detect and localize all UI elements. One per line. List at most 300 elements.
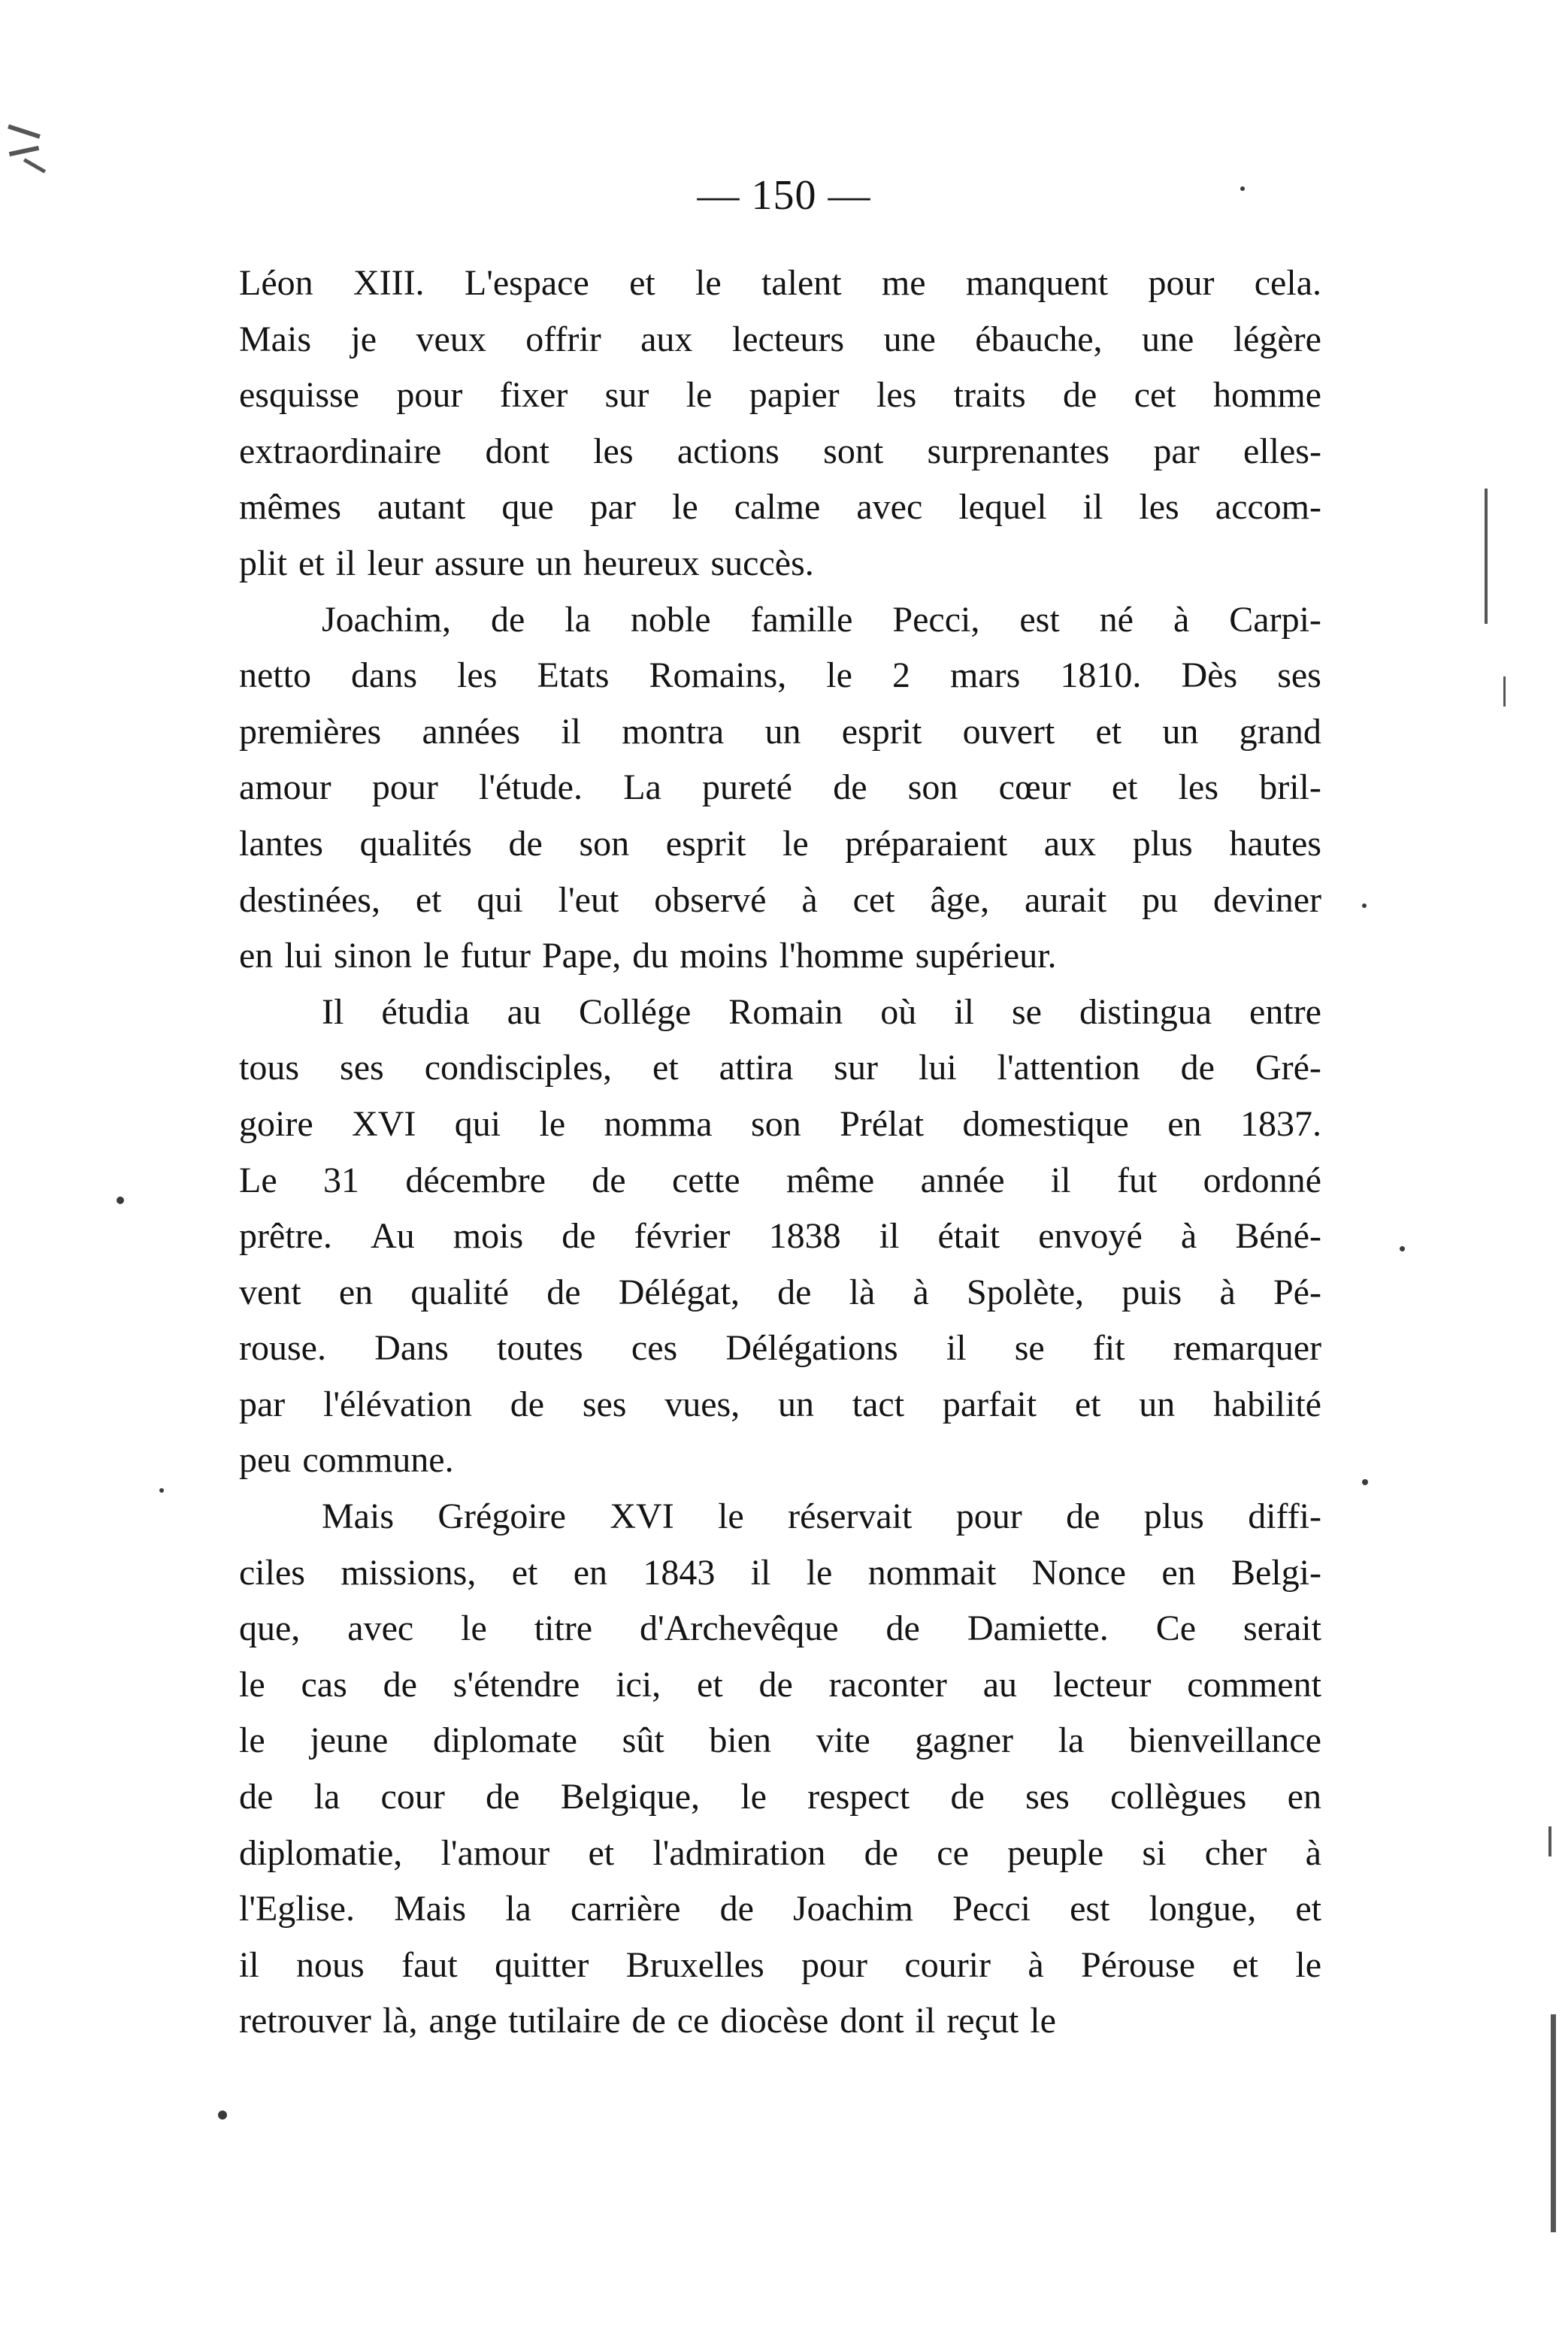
word: il — [239, 1944, 259, 1985]
word: calme — [734, 487, 821, 528]
word: de — [1066, 1496, 1100, 1537]
word: qualité — [410, 1272, 509, 1312]
text-line — [239, 256, 1321, 312]
word: une — [883, 319, 936, 359]
word: missions, — [341, 1552, 477, 1593]
word: un — [1162, 711, 1199, 752]
word: il — [1050, 1160, 1071, 1200]
word: toutes — [497, 1328, 583, 1369]
text-line — [239, 873, 1321, 929]
word: Il — [322, 991, 344, 1032]
word: attira — [719, 1048, 794, 1088]
word: à — [913, 1272, 929, 1312]
word: et — [652, 1048, 679, 1088]
word: de — [950, 1777, 985, 1817]
word: un — [1139, 1384, 1176, 1424]
word: XIII. — [353, 263, 425, 303]
word: le — [826, 655, 852, 696]
word: Dans — [374, 1328, 449, 1369]
word: le — [718, 1496, 744, 1537]
word: dont — [485, 431, 549, 471]
word: sur — [604, 375, 649, 416]
word: bienveillance — [1129, 1720, 1321, 1761]
word: Délégat, — [618, 1272, 740, 1312]
speck — [117, 1197, 124, 1204]
word: et — [629, 263, 655, 303]
text-line — [239, 424, 1321, 480]
edge-mark — [9, 146, 39, 156]
word: Pecci, — [892, 599, 980, 640]
speck — [218, 2111, 227, 2120]
word: à — [1219, 1272, 1236, 1312]
word: rouse. — [239, 1328, 326, 1369]
word: de — [546, 1272, 581, 1312]
word: et — [511, 1552, 538, 1593]
word: prêtre. — [239, 1216, 332, 1257]
word: tutilaire — [508, 2001, 621, 2041]
text-line — [239, 1489, 1321, 1545]
word: Mais — [239, 319, 311, 359]
word: sût — [622, 1720, 664, 1761]
word: le — [740, 1777, 767, 1817]
word: les — [593, 431, 634, 471]
word: aux — [640, 319, 693, 359]
word: pour — [801, 1944, 868, 1985]
word: Joachim — [792, 1889, 913, 1929]
word: lecteurs — [731, 319, 845, 359]
word: ce — [677, 2001, 710, 2041]
word: accom- — [1215, 487, 1321, 528]
word: ce — [937, 1832, 969, 1873]
word: lecteur — [1052, 1664, 1152, 1705]
word: décembre — [405, 1160, 546, 1200]
word: février — [634, 1216, 731, 1257]
word: et — [588, 1832, 615, 1873]
word: cour — [380, 1777, 445, 1817]
word: collègues — [1110, 1777, 1247, 1817]
word: le — [782, 823, 809, 864]
word: l'homme — [779, 936, 904, 976]
word: là, — [382, 2001, 418, 2041]
word: le — [806, 1552, 833, 1593]
word: l'élévation — [323, 1384, 472, 1424]
word: au — [982, 1664, 1018, 1705]
word: son — [751, 1103, 801, 1144]
word: nous — [296, 1944, 365, 1985]
word: leur — [367, 543, 423, 583]
word: 31 — [323, 1160, 359, 1200]
text-line — [239, 816, 1321, 873]
word: il — [915, 2001, 936, 2041]
word: le — [1295, 1944, 1321, 1985]
word: dans — [351, 655, 418, 696]
word: traits — [953, 375, 1026, 416]
word: succès. — [710, 543, 814, 583]
word: vent — [239, 1272, 301, 1312]
text-line — [239, 648, 1321, 704]
word: lui — [918, 1048, 957, 1088]
word: à — [801, 879, 818, 920]
margin-mark — [1548, 1826, 1551, 1856]
word: grand — [1239, 711, 1321, 752]
word: envoyé — [1038, 1216, 1143, 1257]
word: Romains, — [649, 655, 787, 696]
word: années — [422, 711, 521, 752]
word: Dès — [1181, 655, 1238, 696]
word: netto — [239, 655, 311, 696]
word: en — [1287, 1777, 1321, 1817]
text-line — [239, 1545, 1321, 1602]
word: noble — [630, 599, 711, 640]
word: esprit — [841, 711, 922, 752]
word: pour — [1148, 263, 1215, 303]
word: mêmes — [239, 487, 341, 528]
word: et — [1295, 1889, 1321, 1929]
word: pour — [371, 767, 438, 808]
word: plus — [1143, 1496, 1204, 1537]
word: ordonné — [1203, 1160, 1321, 1200]
word: en — [338, 1272, 374, 1312]
word: talent — [761, 263, 842, 303]
word: domestique — [962, 1103, 1129, 1144]
word: le — [1030, 2001, 1056, 2041]
word: Collége — [578, 991, 692, 1032]
word: remarquer — [1173, 1328, 1321, 1369]
text-line — [239, 1938, 1321, 1994]
word: par — [1153, 431, 1200, 471]
word: extraordinaire — [239, 431, 442, 471]
text-line — [239, 704, 1321, 761]
word: l'eut — [558, 879, 619, 920]
word: était — [937, 1216, 1000, 1257]
word: est — [1019, 599, 1060, 640]
word: en — [573, 1552, 607, 1593]
word: à — [1173, 599, 1190, 640]
word: fixer — [499, 375, 568, 416]
word: de — [239, 1777, 274, 1817]
word: 1843 — [643, 1552, 716, 1593]
word: légère — [1233, 319, 1321, 359]
word: tous — [239, 1048, 300, 1088]
word: Bruxelles — [625, 1944, 764, 1985]
text-line — [239, 1321, 1321, 1377]
word: est — [1070, 1889, 1110, 1929]
word: Prélat — [840, 1103, 925, 1144]
word: de — [885, 1608, 920, 1649]
text-line — [239, 368, 1321, 424]
word: observé — [654, 879, 767, 920]
word: lantes — [239, 823, 323, 864]
word: cas — [301, 1664, 347, 1705]
margin-mark — [1503, 676, 1506, 707]
word: de — [486, 1777, 520, 1817]
word: le — [239, 1664, 265, 1705]
word: courir — [904, 1944, 991, 1985]
word: cette — [671, 1160, 740, 1200]
word: moins — [680, 936, 768, 976]
word: tact — [852, 1384, 905, 1424]
word: un — [535, 543, 572, 583]
word: esprit — [665, 823, 746, 864]
word: de — [758, 1664, 793, 1705]
word: esquisse — [239, 375, 359, 416]
word: Etats — [537, 655, 610, 696]
word: l'amour — [440, 1832, 550, 1873]
word: année — [920, 1160, 1005, 1200]
word: de — [631, 2001, 666, 2041]
word: le — [672, 487, 698, 528]
margin-mark — [1485, 489, 1488, 624]
word: l'attention — [997, 1048, 1140, 1088]
word: à — [1305, 1832, 1321, 1873]
word: diplomate — [433, 1720, 577, 1761]
word: distingua — [1079, 991, 1212, 1032]
word: Mais — [394, 1889, 467, 1929]
word: cet — [852, 879, 895, 920]
speck — [159, 1488, 164, 1493]
word: pour — [955, 1496, 1022, 1537]
word: qui — [477, 879, 523, 920]
word: montra — [622, 711, 725, 752]
page-number: — 150 — — [697, 172, 871, 219]
word: surprenantes — [927, 431, 1110, 471]
text-line — [239, 1769, 1321, 1826]
word: 1810. — [1060, 655, 1142, 696]
word: pureté — [702, 767, 792, 808]
word: sinon — [333, 936, 412, 976]
word: et — [697, 1664, 723, 1705]
word: Pecci — [952, 1889, 1031, 1929]
word: il — [879, 1216, 900, 1257]
text-line — [239, 1713, 1321, 1769]
word: homme — [1213, 375, 1321, 416]
word: faut — [401, 1944, 458, 1985]
word: diplomatie, — [239, 1832, 403, 1873]
word: reçut — [946, 2001, 1019, 2041]
word: ses — [582, 1384, 627, 1424]
word: que, — [239, 1608, 301, 1649]
word: ses — [340, 1048, 384, 1088]
word: du — [632, 936, 669, 976]
word: ébauche, — [975, 319, 1103, 359]
text-line — [239, 1601, 1321, 1657]
text-line — [239, 1377, 1321, 1433]
word: se — [1014, 1328, 1045, 1369]
word: peuple — [1007, 1832, 1104, 1873]
word: Le — [239, 1160, 277, 1200]
word: condisciples, — [424, 1048, 612, 1088]
text-line — [239, 1657, 1321, 1714]
word: et — [1074, 1384, 1101, 1424]
word: Grégoire — [437, 1496, 566, 1537]
word: entre — [1249, 991, 1321, 1032]
word: XVI — [610, 1496, 674, 1537]
word: plit — [239, 543, 288, 583]
text-line — [239, 760, 1321, 816]
word: en — [1161, 1552, 1196, 1593]
word: Béné- — [1235, 1216, 1321, 1257]
word: manquent — [965, 263, 1109, 303]
speck — [1240, 186, 1245, 191]
word: il — [954, 991, 974, 1032]
word: ange — [428, 2001, 498, 2041]
word: les — [1139, 487, 1179, 528]
word: nommait — [867, 1552, 997, 1593]
word: futur — [460, 936, 531, 976]
word: Mais — [322, 1496, 394, 1537]
word: Nonce — [1031, 1552, 1126, 1593]
word: destinées, — [239, 879, 380, 920]
word: Gré- — [1255, 1048, 1321, 1088]
word: ici, — [616, 1664, 661, 1705]
word: de — [383, 1664, 417, 1705]
word: cela. — [1254, 263, 1321, 303]
word: Joachim, — [322, 599, 451, 640]
word: amour — [239, 767, 331, 808]
word: commune. — [302, 1440, 454, 1481]
word: ces — [631, 1328, 678, 1369]
word: retrouver — [239, 2001, 371, 2041]
word: son — [907, 767, 958, 808]
word: Pape, — [541, 936, 622, 976]
word: papier — [749, 375, 840, 416]
word: quitter — [495, 1944, 589, 1985]
word: assure — [434, 543, 525, 583]
word: me — [881, 263, 926, 303]
word: où — [880, 991, 917, 1032]
word: plus — [1132, 823, 1193, 864]
word: cher — [1204, 1832, 1267, 1873]
word: cœur — [998, 767, 1071, 808]
word: comment — [1187, 1664, 1321, 1705]
word: avec — [347, 1608, 414, 1649]
word: étudia — [381, 991, 470, 1032]
word: et — [1111, 767, 1138, 808]
word: vues, — [664, 1384, 740, 1424]
word: de — [508, 823, 543, 864]
word: sont — [823, 431, 884, 471]
word: je — [350, 319, 377, 359]
word: par — [239, 1384, 286, 1424]
word: son — [579, 823, 630, 864]
word: lui — [284, 936, 322, 976]
word: le — [461, 1608, 487, 1649]
word: Au — [371, 1216, 415, 1257]
word: Belgique, — [560, 1777, 701, 1817]
text-line — [239, 1993, 1321, 2050]
word: gagner — [915, 1720, 1013, 1761]
word: Léon — [239, 263, 313, 303]
word: raconter — [828, 1664, 947, 1705]
text-line — [239, 536, 1321, 592]
word: fut — [1116, 1160, 1158, 1200]
speck — [1362, 903, 1367, 908]
word: pu — [1142, 879, 1179, 920]
word: de — [592, 1160, 626, 1200]
word: même — [786, 1160, 875, 1200]
word: que — [501, 487, 554, 528]
word: carrière — [570, 1889, 681, 1929]
word: les — [457, 655, 498, 696]
word: un — [764, 711, 801, 752]
text-line — [239, 1040, 1321, 1097]
word: respect — [807, 1777, 910, 1817]
word: le — [539, 1103, 566, 1144]
text-line — [239, 928, 1321, 985]
word: 2 — [891, 655, 910, 696]
word: Pérouse — [1081, 1944, 1195, 1985]
word: réservait — [788, 1496, 913, 1537]
word: peu — [239, 1440, 292, 1481]
word: la — [505, 1889, 531, 1929]
word: de — [1063, 375, 1097, 416]
text-line — [239, 1881, 1321, 1938]
speck — [1362, 1479, 1368, 1485]
word: en — [239, 936, 274, 976]
word: au — [507, 991, 541, 1032]
text-line — [239, 1209, 1321, 1265]
text-line — [239, 1826, 1321, 1882]
word: né — [1099, 599, 1134, 640]
text-line — [239, 592, 1321, 649]
word: et — [298, 543, 325, 583]
margin-mark — [1551, 2014, 1556, 2232]
word: bien — [709, 1720, 772, 1761]
word: le — [239, 1720, 265, 1761]
word: de — [864, 1832, 898, 1873]
word: Romain — [728, 991, 843, 1032]
word: et — [415, 879, 442, 920]
word: jeune — [310, 1720, 389, 1761]
word: fit — [1092, 1328, 1125, 1369]
word: heureux — [583, 543, 700, 583]
word: le — [686, 375, 713, 416]
body-text — [239, 256, 1321, 2050]
word: âge, — [930, 879, 990, 920]
word: il — [335, 543, 356, 583]
word: XVI — [352, 1103, 416, 1144]
word: ciles — [239, 1552, 305, 1593]
word: l'étude. — [479, 767, 583, 808]
word: 1837. — [1240, 1103, 1321, 1144]
word: parfait — [942, 1384, 1037, 1424]
word: de — [510, 1384, 545, 1424]
word: il — [750, 1552, 771, 1593]
word: les — [876, 375, 917, 416]
word: aurait — [1024, 879, 1107, 920]
word: à — [1180, 1216, 1197, 1257]
word: qui — [454, 1103, 501, 1144]
word: goire — [239, 1103, 313, 1144]
word: et — [1232, 1944, 1258, 1985]
word: préparaient — [845, 823, 1008, 864]
word: le — [423, 936, 450, 976]
word: deviner — [1213, 879, 1321, 920]
word: La — [623, 767, 661, 808]
word: de — [562, 1216, 596, 1257]
word: se — [1012, 991, 1042, 1032]
word: vite — [816, 1720, 870, 1761]
word: cet — [1134, 375, 1176, 416]
word: puis — [1122, 1272, 1182, 1312]
word: il — [561, 711, 581, 752]
text-line — [239, 985, 1321, 1041]
word: 1838 — [768, 1216, 841, 1257]
text-line — [239, 1265, 1321, 1321]
word: par — [589, 487, 636, 528]
word: titre — [534, 1608, 593, 1649]
word: sur — [834, 1048, 878, 1088]
